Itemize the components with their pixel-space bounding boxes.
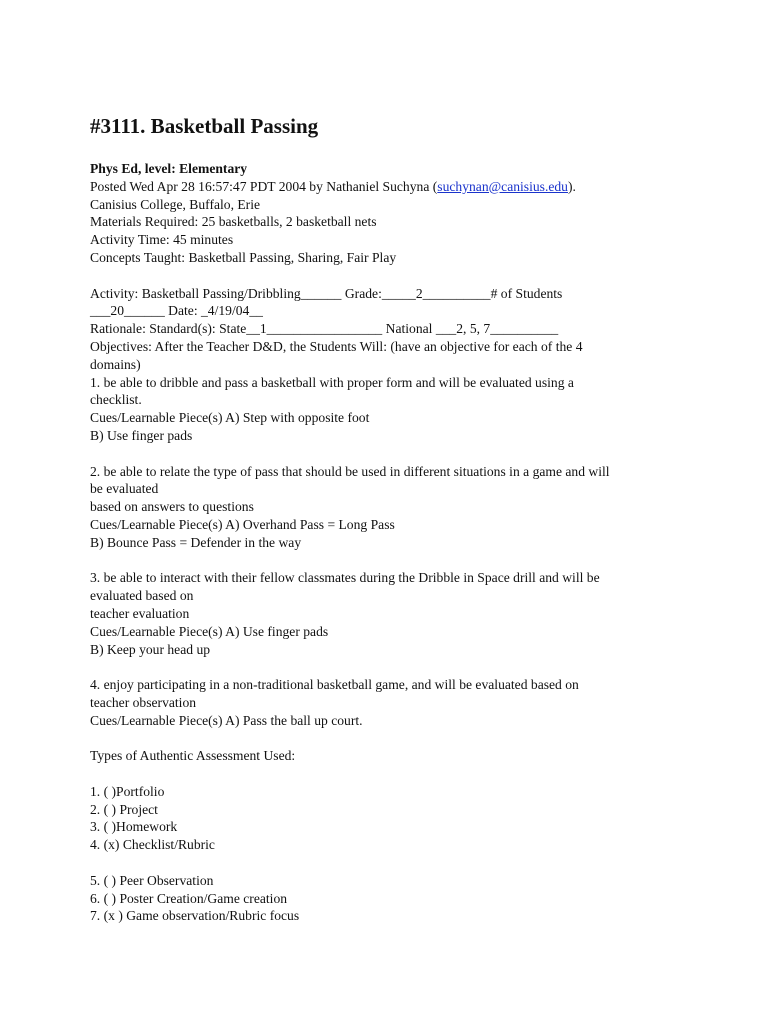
page-title: #3111. Basketball Passing [90, 114, 319, 138]
body-line: 2. be able to relate the type of pass that should be used in different situations in a game and will [90, 463, 610, 479]
spacer [90, 854, 750, 872]
body-line: evaluated based on [90, 588, 194, 604]
body-line: 1. be able to dribble and pass a basketball with proper form and will be evaluated using a [90, 374, 574, 390]
body-line: 4. (x) Checklist/Rubric [90, 837, 215, 853]
body-line: Cues/Learnable Piece(s) A) Overhand Pass = Long Pass [90, 516, 395, 532]
concepts-line: Concepts Taught: Basketball Passing, Sharing, Fair Play [90, 249, 397, 265]
spacer [90, 765, 750, 783]
body-line: based on answers to questions [90, 499, 254, 515]
materials-line: Materials Required: 25 basketballs, 2 basketball nets [90, 214, 377, 230]
spacer [90, 267, 750, 285]
spacer [90, 658, 750, 676]
body-line: B) Keep your head up [90, 641, 211, 657]
body-line: 4. enjoy participating in a non-traditional basketball game, and will be evaluated based on [90, 677, 579, 693]
body-line: 7. (x ) Game observation/Rubric focus [90, 908, 300, 924]
body-line: 1. ( )Portfolio [90, 783, 165, 799]
body-line: 3. ( )Homework [90, 819, 178, 835]
body-line: 3. be able to interact with their fellow classmates during the Dribble in Space drill and will be [90, 570, 600, 586]
document-page [90, 112, 750, 925]
college-line: Canisius College, Buffalo, Erie [90, 196, 261, 212]
activity-time-line: Activity Time: 45 minutes [90, 232, 234, 248]
body-line: B) Bounce Pass = Defender in the way [90, 534, 302, 550]
body-line: 2. ( ) Project [90, 801, 158, 817]
body-line: teacher observation [90, 694, 197, 710]
body-line: Objectives: After the Teacher D&D, the Students Will: (have an objective for each of the 4 [90, 338, 583, 354]
posted-prefix: Posted Wed Apr 28 16:57:47 PDT 2004 by Nathaniel Suchyna ( [90, 178, 438, 194]
body-line: domains) [90, 356, 141, 372]
body-line: Cues/Learnable Piece(s) A) Step with opposite foot [90, 410, 370, 426]
spacer [90, 552, 750, 570]
category-line: Phys Ed, level: Elementary [90, 161, 248, 176]
body-line: B) Use finger pads [90, 427, 193, 443]
author-email-link[interactable]: suchynan@canisius.edu [437, 178, 568, 194]
posted-line [90, 178, 750, 196]
body-line: Cues/Learnable Piece(s) A) Use finger pads [90, 623, 329, 639]
body-line: Rationale: Standard(s): State__1_________________ National ___2, 5, 7__________ [90, 321, 559, 337]
body-line: 5. ( ) Peer Observation [90, 872, 214, 888]
spacer [90, 445, 750, 463]
body-line: ___20______ Date: _4/19/04__ [90, 303, 263, 319]
body-line: teacher evaluation [90, 605, 190, 621]
body-line: Types of Authentic Assessment Used: [90, 748, 296, 764]
body-line: Activity: Basketball Passing/Dribbling______ Grade:_____2__________# of Students [90, 285, 563, 301]
spacer [90, 730, 750, 748]
body-line: checklist. [90, 392, 142, 408]
body-line: Cues/Learnable Piece(s) A) Pass the ball up court. [90, 712, 363, 728]
body-line: 6. ( ) Poster Creation/Game creation [90, 890, 288, 906]
lesson-body [90, 285, 750, 926]
body-line: be evaluated [90, 481, 159, 497]
posted-suffix: ). [567, 178, 576, 194]
